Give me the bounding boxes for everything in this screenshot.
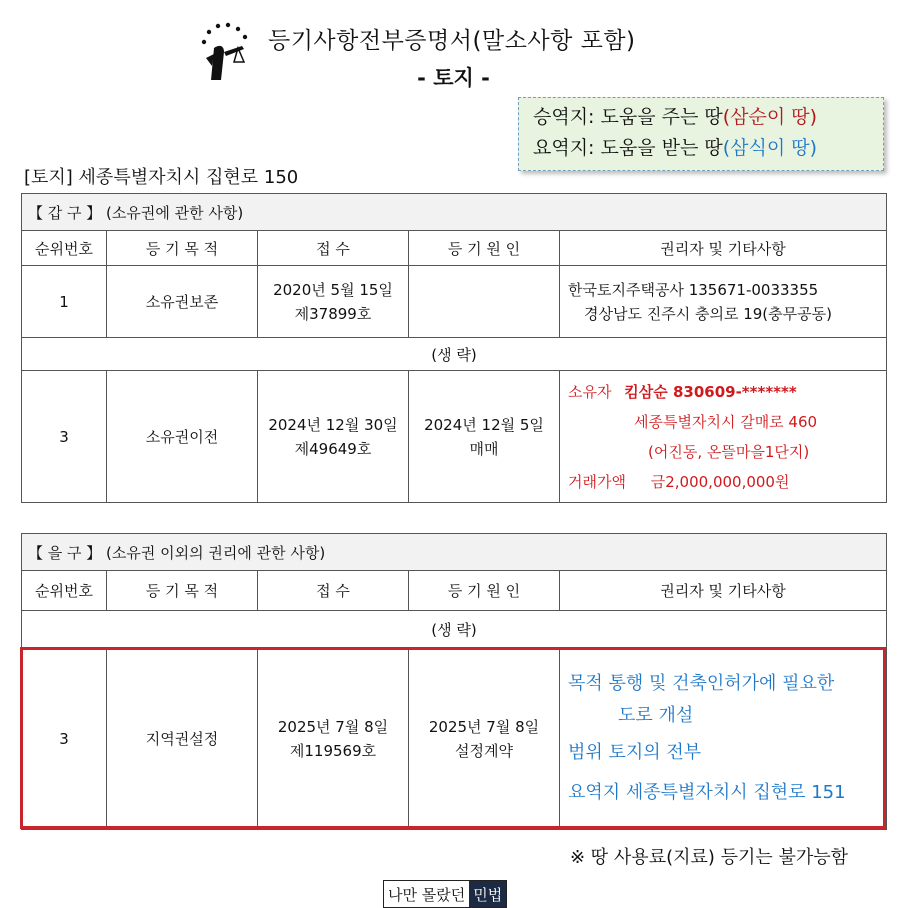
- rank-cell: 3: [22, 371, 107, 503]
- servient-land-owner: (삼순이 땅): [722, 106, 817, 128]
- column-header-purpose: 등 기 목 적: [107, 571, 258, 611]
- easement-note-box: [518, 97, 884, 171]
- column-header-holder: 권리자 및 기타사항: [560, 571, 887, 611]
- dominant-land-address: 요역지 세종특별자치시 집현로 151: [568, 781, 846, 803]
- price-line: [568, 467, 886, 497]
- holder-cell: [560, 371, 887, 503]
- owner-address-2: (어진동, 온뜰마을1단지): [648, 442, 810, 461]
- purpose-cell: 소유권이전: [107, 371, 258, 503]
- gapgu-section-title: 【 갑 구 】 (소유권에 관한 사항): [22, 194, 887, 231]
- eulgu-section-title: 【 을 구 】 (소유권 이외의 권리에 관한 사항): [22, 534, 887, 571]
- column-header-holder: 권리자 및 기타사항: [560, 231, 887, 266]
- receipt-cell: [258, 266, 409, 338]
- holder-address: 경상남도 진주시 충의로 19(충무공동): [584, 304, 832, 323]
- cause-date: 2024년 12월 5일: [424, 415, 544, 434]
- purpose-cell: 지역권설정: [107, 648, 258, 830]
- holder-name: 한국토지주택공사 135671-0033355: [568, 280, 819, 299]
- owner-address-1: 세종특별자치시 갈매로 460: [634, 412, 818, 431]
- servient-land-note: [533, 102, 883, 133]
- cause-cell: [409, 371, 560, 503]
- easement-scope: 범위 토지의 전부: [568, 741, 702, 763]
- omitted-row: (생 략): [22, 338, 887, 371]
- table-row: [22, 371, 887, 503]
- owner-label: 소유자: [568, 382, 612, 401]
- cause-date: 2025년 7월 8일: [428, 717, 540, 736]
- column-header-receipt: 접 수: [258, 231, 409, 266]
- highlight-box: [20, 647, 886, 829]
- brand-left: 나만 몰랐던: [388, 885, 466, 904]
- price-label: 거래가액: [568, 472, 626, 491]
- column-header-purpose: 등 기 목 적: [107, 231, 258, 266]
- cause-text: 설정계약: [455, 741, 513, 760]
- column-header-cause: 등 기 원 인: [409, 571, 560, 611]
- document-title: 등기사항전부증명서(말소사항 포함): [268, 28, 636, 54]
- receipt-date: 2025년 7월 8일: [277, 717, 389, 736]
- price-value: 금2,000,000,000원: [650, 472, 790, 491]
- dominant-land-label: 요역지: 도움을 받는 땅: [533, 137, 723, 159]
- gapgu-table: [21, 193, 887, 503]
- column-header-receipt: 접 수: [258, 571, 409, 611]
- owner-line: [568, 377, 886, 407]
- column-header-rank: 순위번호: [22, 231, 107, 266]
- purpose-cell: 소유권보존: [107, 266, 258, 338]
- omitted-row: (생 략): [22, 611, 887, 648]
- receipt-date: 2020년 5월 15일: [273, 280, 393, 299]
- dominant-land-owner: (삼식이 땅): [722, 137, 817, 159]
- easement-purpose-line2: 도로 개설: [618, 704, 694, 726]
- receipt-cell: [258, 371, 409, 503]
- easement-purpose-line1: 목적 통행 및 건축인허가에 필요한: [568, 672, 835, 694]
- owner-name-id: 킴삼순 830609-*******: [624, 382, 797, 401]
- column-header-rank: 순위번호: [22, 571, 107, 611]
- cause-text: 매매: [469, 439, 499, 458]
- footnote: ※ 땅 사용료(지료) 등기는 불가능함: [570, 847, 849, 868]
- cause-cell: [409, 266, 560, 338]
- brand-tag: [383, 880, 507, 908]
- table-row: [22, 266, 887, 338]
- holder-cell: [560, 266, 887, 338]
- brand-right: 민법: [469, 881, 506, 907]
- receipt-number: 제49649호: [294, 439, 372, 458]
- receipt-number: 제37899호: [294, 304, 372, 323]
- rank-cell: 3: [22, 648, 107, 830]
- land-address: [토지] 세종특별자치시 집현로 150: [24, 167, 299, 188]
- rank-cell: 1: [22, 266, 107, 338]
- receipt-date: 2024년 12월 30일: [268, 415, 398, 434]
- servient-land-label: 승역지: 도움을 주는 땅: [533, 106, 723, 128]
- receipt-number: 제119569호: [289, 741, 377, 760]
- column-header-cause: 등 기 원 인: [409, 231, 560, 266]
- dominant-land-note: [533, 133, 883, 164]
- document-subtitle: - 토지 -: [417, 66, 490, 90]
